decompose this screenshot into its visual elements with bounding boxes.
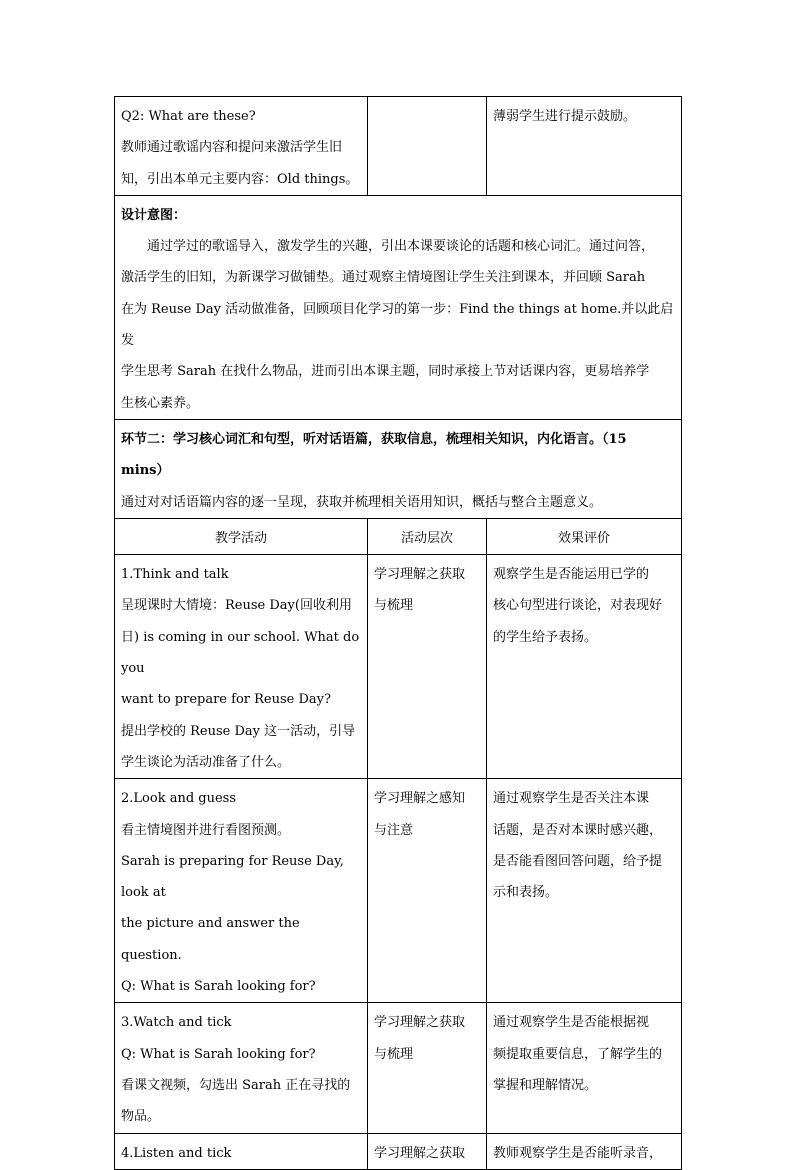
design-intent-row bbox=[115, 195, 682, 419]
text-line: 3.Watch and tick bbox=[121, 1015, 232, 1031]
header-row bbox=[115, 518, 682, 554]
text-line: 薄弱学生进行提示鼓励。 bbox=[493, 109, 637, 124]
design-intent-cell bbox=[115, 195, 682, 419]
table-row bbox=[115, 1003, 682, 1133]
text-line: the picture and answer the question. bbox=[121, 916, 300, 963]
eval-cell bbox=[487, 1133, 682, 1169]
text-line: 通过学过的歌谣导入，激发学生的兴趣，引出本课要谈论的话题和核心词汇。通过问答， bbox=[147, 239, 655, 255]
level-cell bbox=[368, 1003, 487, 1133]
text-line: 频提取重要信息，了解学生的 bbox=[493, 1046, 663, 1062]
section-row bbox=[115, 419, 682, 518]
top-activity-cell bbox=[115, 97, 368, 196]
eval-cell bbox=[487, 1003, 682, 1133]
text-line: 学生思考 Sarah 在找什么物品，进而引出本课主题，同时承接上节对话课内容，更易培养学 bbox=[121, 364, 650, 380]
text-line: 学习理解之获取 bbox=[374, 1015, 466, 1031]
text-line: 知，引出本单元主要内容：Old things。 bbox=[121, 171, 359, 187]
eval-cell bbox=[487, 779, 682, 1003]
text-line: 与梳理 bbox=[374, 598, 414, 614]
activity-cell bbox=[115, 1133, 368, 1169]
section-cell bbox=[115, 419, 682, 518]
top-row bbox=[115, 97, 682, 196]
text-line: 学习理解之获取 bbox=[374, 1145, 466, 1161]
text-line: 示和表扬。 bbox=[493, 885, 559, 901]
text-line: 教师通过歌谣内容和提问来激活学生旧 bbox=[121, 140, 343, 156]
text-line: 的学生给予表扬。 bbox=[493, 629, 598, 645]
level-cell bbox=[368, 779, 487, 1003]
table-row bbox=[115, 1133, 682, 1169]
text-line: 通过观察学生是否能根据视 bbox=[493, 1015, 650, 1031]
level-cell bbox=[368, 555, 487, 779]
lesson-plan-table bbox=[114, 96, 682, 1170]
eval-cell bbox=[487, 555, 682, 779]
text-line: 激活学生的旧知，为新课学习做铺垫。通过观察主情境图让学生关注到课本，并回顾 Sarah bbox=[121, 270, 646, 286]
text-line: 与梳理 bbox=[374, 1046, 414, 1062]
section-title: mins） bbox=[121, 463, 170, 479]
text-line: Q2: What are these? bbox=[121, 109, 256, 124]
text-line: 是否能看图回答问题，给予提 bbox=[493, 853, 663, 869]
header-level: 活动层次 bbox=[368, 518, 487, 554]
text-line: 学习理解之感知 bbox=[374, 791, 466, 807]
text-line: 1.Think and talk bbox=[121, 567, 229, 583]
text-line: Sarah is preparing for Reuse Day, look at bbox=[121, 853, 344, 901]
text-line: 与注意 bbox=[374, 822, 414, 838]
text-line: 提出学校的 Reuse Day 这一活动，引导 bbox=[121, 723, 356, 739]
activity-cell bbox=[115, 555, 368, 779]
top-eval-cell bbox=[487, 97, 682, 196]
text-line: 看课文视频，勾选出 Sarah 正在寻找的 bbox=[121, 1077, 351, 1093]
text-line: 学习理解之获取 bbox=[374, 567, 466, 583]
text-line: 日) is coming in our school. What do you bbox=[121, 629, 360, 677]
text-line: 观察学生是否能运用已学的 bbox=[493, 567, 650, 583]
text-line: Q: What is Sarah looking for? bbox=[121, 979, 316, 995]
table-row bbox=[115, 555, 682, 779]
text-line: 核心句型进行谈论，对表现好 bbox=[493, 598, 663, 614]
design-intent-heading: 设计意图： bbox=[121, 207, 187, 223]
text-line: 4.Listen and tick bbox=[121, 1145, 232, 1161]
text-line: want to prepare for Reuse Day? bbox=[121, 692, 331, 708]
text-line: Q: What is Sarah looking for? bbox=[121, 1046, 316, 1062]
text-line: 掌握和理解情况。 bbox=[493, 1077, 598, 1093]
activity-cell bbox=[115, 779, 368, 1003]
header-activity: 教学活动 bbox=[115, 518, 368, 554]
activity-cell bbox=[115, 1003, 368, 1133]
text-line: 看主情境图并进行看图预测。 bbox=[121, 822, 291, 838]
header-eval: 效果评价 bbox=[487, 518, 682, 554]
table-row bbox=[115, 779, 682, 1003]
section-title: 环节二：学习核心词汇和句型，听对话语篇，获取信息，梳理相关知识，内化语言。（15 bbox=[121, 431, 627, 447]
text-line: 物品。 bbox=[121, 1109, 161, 1125]
text-line: 通过观察学生是否关注本课 bbox=[493, 791, 650, 807]
text-line: 在为 Reuse Day 活动做准备，回顾项目化学习的第一步：Find the things at home.并以此启发 bbox=[121, 301, 674, 349]
text-line: 2.Look and guess bbox=[121, 791, 237, 807]
text-line: 教师观察学生是否能听录音， bbox=[493, 1145, 663, 1161]
text-line: 呈现课时大情境：Reuse Day(回收利用 bbox=[121, 598, 352, 614]
section-description: 通过对对话语篇内容的逐一呈现，获取并梳理相关语用知识，概括与整合主题意义。 bbox=[121, 494, 603, 510]
level-cell bbox=[368, 1133, 487, 1169]
text-line: 话题，是否对本课时感兴趣， bbox=[493, 822, 663, 838]
text-line: 生核心素养。 bbox=[121, 395, 200, 411]
text-line: 学生谈论为活动准备了什么。 bbox=[121, 754, 291, 770]
top-level-cell bbox=[368, 97, 487, 196]
